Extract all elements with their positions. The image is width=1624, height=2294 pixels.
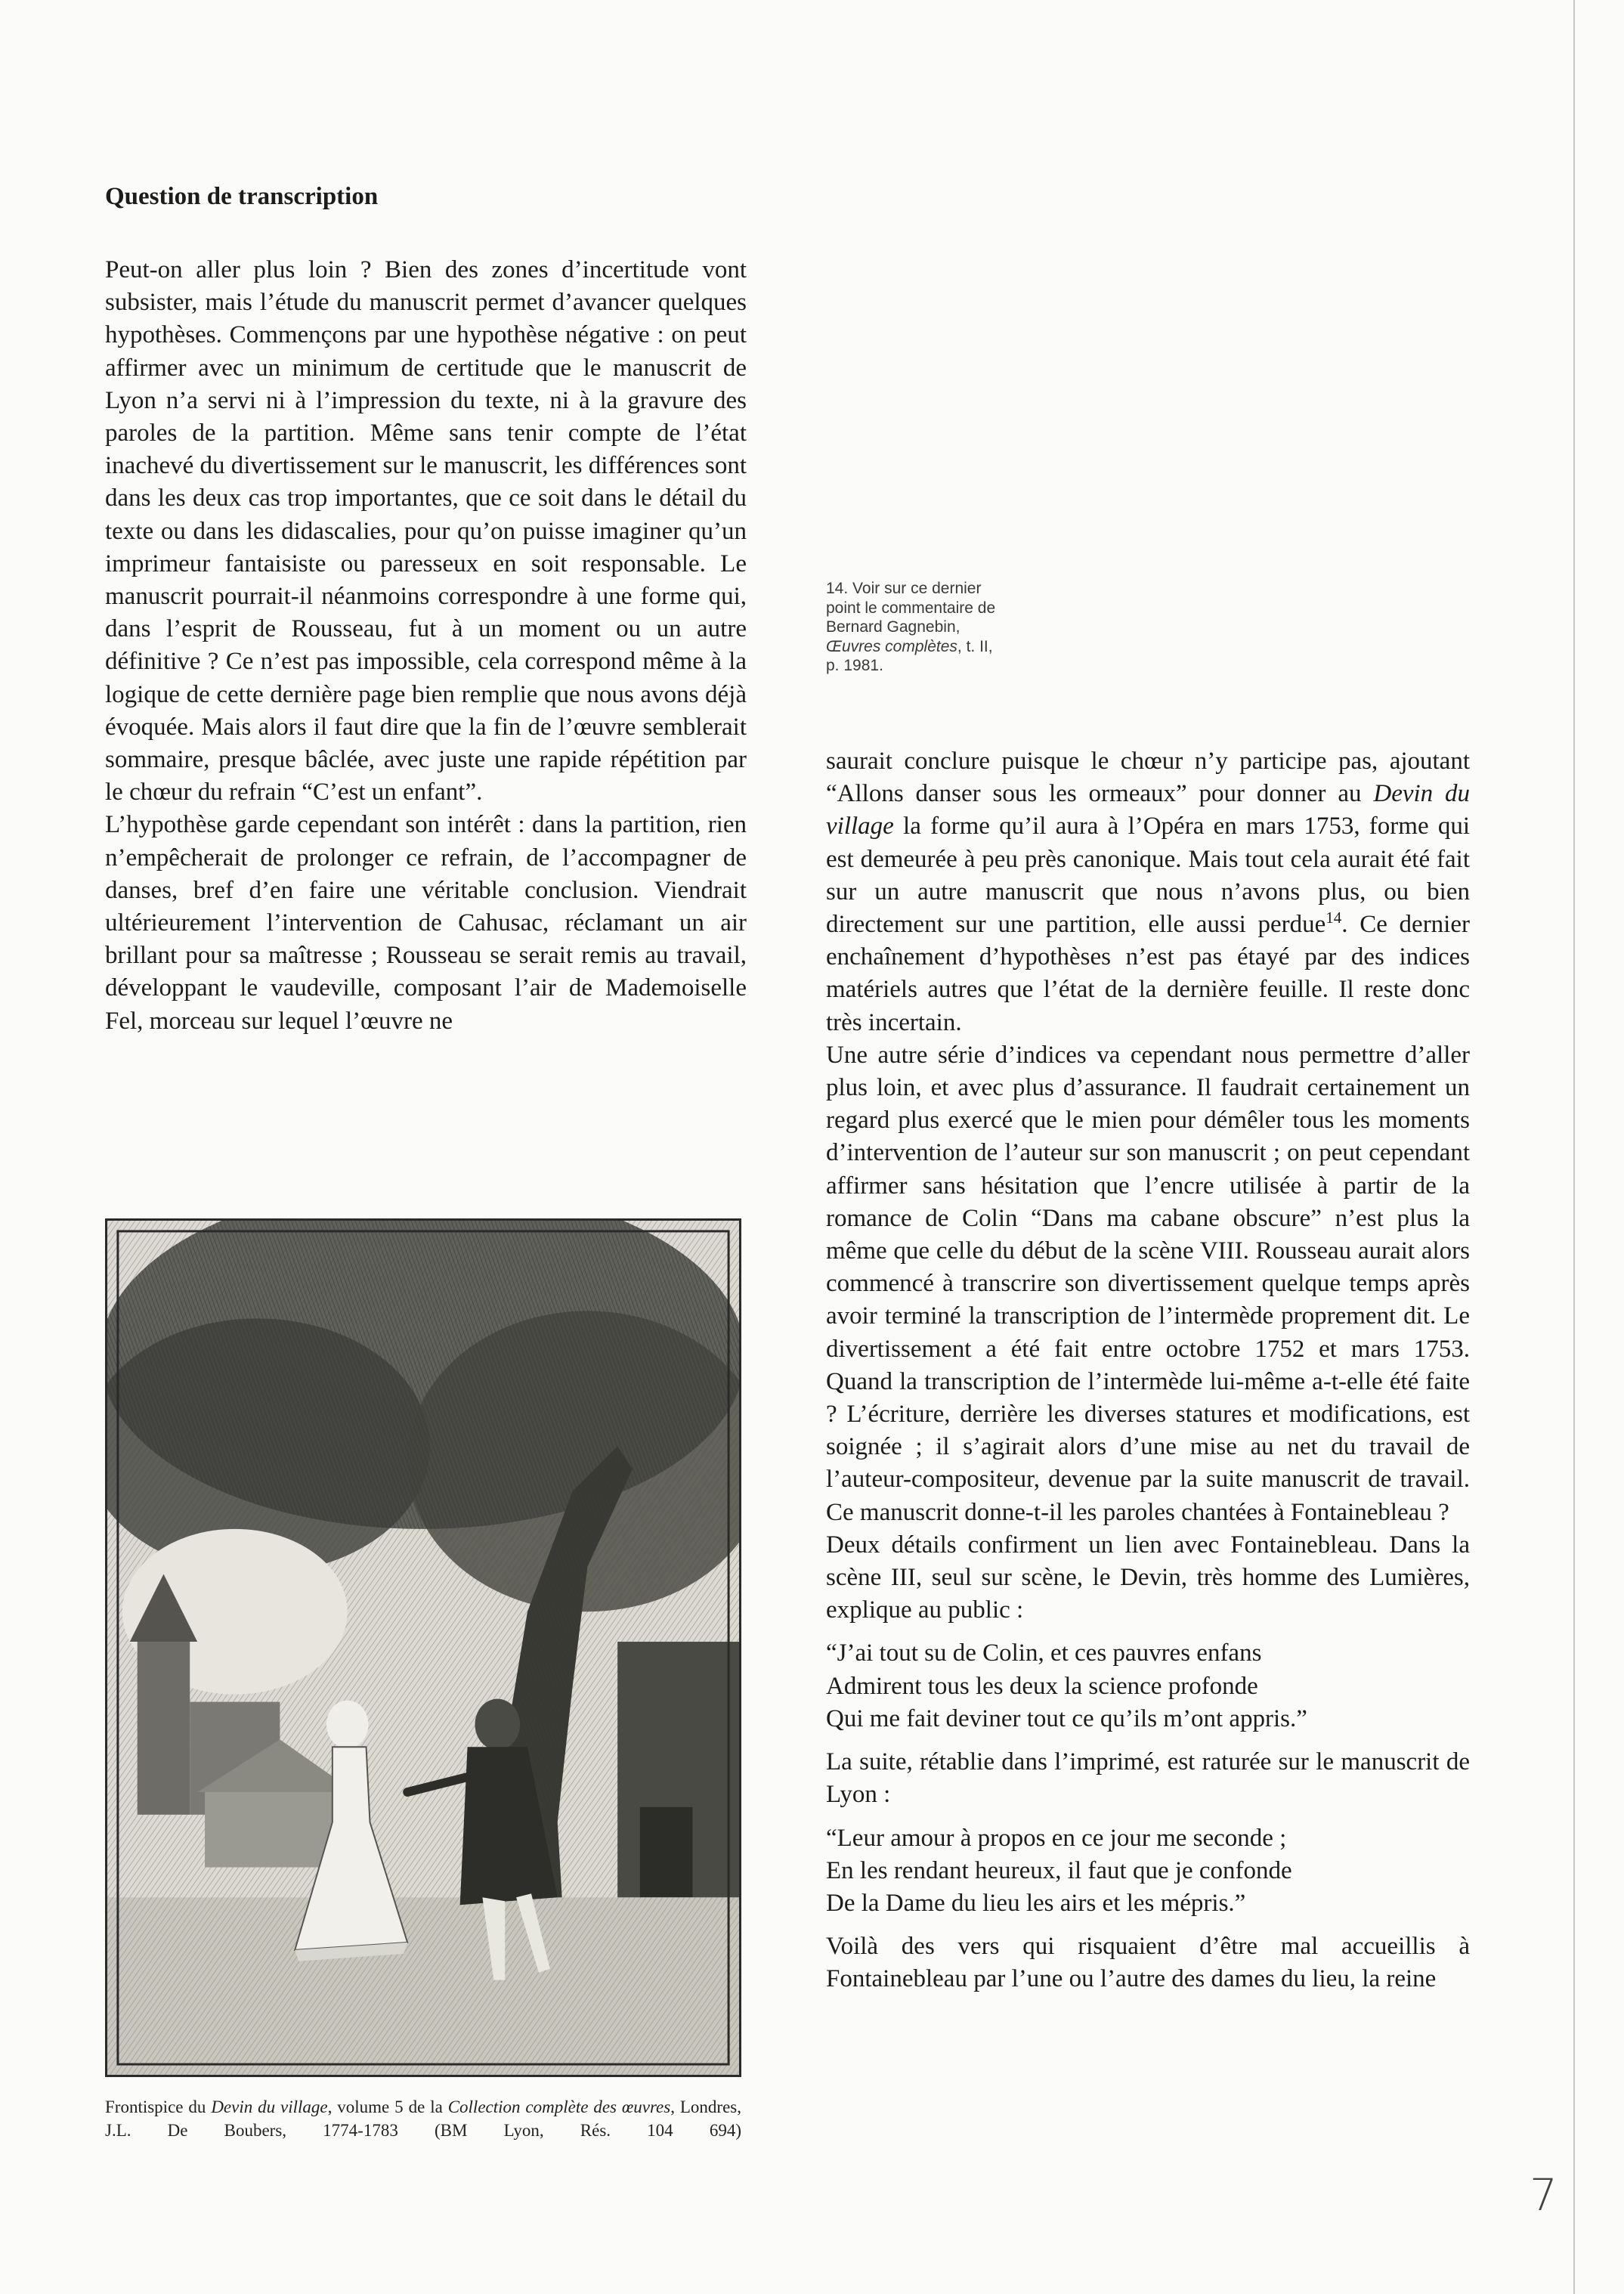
paragraph: L’hypothèse garde cependant son intérêt : dans la partition, rien n’empêcherait de prolonger ce refrain, de l’accompagner de danses, bref d’en faire une véritable conclusion. Viendrait ultérieurement l’intervention de Cahusac, réclamant un air brillant pour sa maîtresse ; Rousseau se serait remis au travail, développant le vaudeville, composant l’air de Mademoiselle Fel, morceau sur lequel l’œuvre ne bbox=[105, 811, 747, 1035]
page-number: 7 bbox=[1530, 2169, 1557, 2221]
verse-line: Admirent tous les deux la science profonde bbox=[826, 1672, 1258, 1700]
verse-line: “Leur amour à propos en ce jour me seconde ; bbox=[826, 1824, 1287, 1852]
work-title: Devin du village bbox=[826, 780, 1471, 841]
left-column bbox=[105, 254, 747, 1038]
footnote-title: Œuvres complètes bbox=[826, 637, 957, 655]
footnote-number: 14. bbox=[826, 580, 849, 597]
right-column bbox=[826, 745, 1470, 1996]
page-edge-line bbox=[1573, 0, 1575, 2294]
engraving-illustration bbox=[107, 1221, 739, 2075]
paragraph: Peut-on aller plus loin ? Bien des zones d’incertitude vont subsister, mais l’étude du manuscrit permet d’avancer quelques hypothèses. Commençons par une hypothèse négative : on peut affirmer avec un minimum de certitude que le manuscrit de Lyon n’a servi ni à l’impression du texte, ni à la gravure des paroles de la partition. Même sans tenir compte de l’état inachevé du divertissement sur le manuscrit, les différences sont dans les deux cas trop importantes, que ce soit dans le détail du texte ou dans les didascalies, pour qu’on puisse imaginer qu’un imprimeur fantaisiste ou paresseux en soit responsable. Le manuscrit pourrait-il néanmoins correspondre à une forme qui, dans l’esprit de Rousseau, fut à un moment ou un autre définitive ? Ce n’est pas impossible, cela correspond même à la logique de cette dernière page bien remplie que nous avons déjà évoquée. Mais alors il faut dire que la fin de l’œuvre semblerait sommaire, presque bâclée, avec juste une rapide répétition par le chœur du refrain “C’est un enfant”. bbox=[105, 256, 747, 806]
section-heading: Question de transcription bbox=[105, 183, 379, 210]
footnote-ref-14[interactable]: 14 bbox=[1325, 909, 1342, 927]
caption-title-1: Devin du village bbox=[211, 2097, 328, 2116]
paragraph: Deux détails confirment un lien avec Fontainebleau. Dans la scène III, seul sur scène, le Devin, très homme des Lumières, explique au public : bbox=[826, 1531, 1470, 1624]
paragraph: La suite, rétablie dans l’imprimé, est raturée sur le manuscrit de Lyon : bbox=[826, 1748, 1470, 1809]
caption-title-2: Collection complète des œuvres bbox=[447, 2097, 671, 2116]
paragraph: Voilà des vers qui risquaient d’être mal accueillis à Fontainebleau par l’une ou l’autre des dames du lieu, la reine bbox=[826, 1933, 1470, 1993]
verse-quote bbox=[826, 1637, 1470, 1735]
footnote-text-end: , t. II, p. 1981. bbox=[826, 637, 993, 674]
verse-line: En les rendant heureux, il faut que je confonde bbox=[826, 1856, 1292, 1884]
verse-quote bbox=[826, 1822, 1470, 1921]
frontispiece-engraving bbox=[105, 1218, 741, 2077]
verse-line: Qui me fait deviner tout ce qu’ils m’ont appris.” bbox=[826, 1704, 1307, 1732]
footnote-14 bbox=[826, 579, 1007, 676]
paragraph: Une autre série d’indices va cependant nous permettre d’aller plus loin, et avec plus d’assurance. Il faudrait certainement un regard plus exercé que le mien pour démêler tous les moments d’intervention de l’auteur sur son manuscrit ; on peut cependant affirmer sans hésitation que l’encre utilisée à partir de la romance de Colin “Dans ma cabane obscure” n’est plus la même que celle du début de la scène VIII. Rousseau aurait alors commencé à transcrire son divertissement quelque temps après avoir terminé la transcription de l’intermède proprement dit. Le divertissement a été fait entre octobre 1752 et mars 1753. Quand la transcription de l’intermède lui-même a-t-elle été faite ? L’écriture, derrière les diverses statures et modifications, est soignée ; il s’agirait alors d’une mise au net du travail de l’auteur-compositeur, devenue par la suite manuscrit de travail. Ce manuscrit donne-t-il les paroles chantées à Fontainebleau ? bbox=[826, 1041, 1470, 1526]
verse-line: “J’ai tout su de Colin, et ces pauvres enfans bbox=[826, 1639, 1262, 1667]
figure-caption: Frontispice du Devin du village, volume 5 de la Collection complète des œuvres, Londres, J.L. De Boubers, 1774-1783 (BM Lyon, Rés. 104 694) bbox=[105, 2097, 741, 2140]
footnote-text: Voir sur ce dernier point le commentaire de Bernard Gagnebin, bbox=[826, 580, 996, 636]
paragraph: saurait conclure puisque le chœur n’y participe pas, ajoutant “Allons danser sous les ormeaux” pour donner au Devin du village la forme qu’il aura à l’Opéra en mars 1753, forme qui est demeurée à peu près canonique. Mais tout cela aurait été fait sur un autre manuscrit que nous n’avons plus, ou bien directement sur une partition, elle aussi perdue$^{14}$. Ce dernier enchaînement d’hypothèses n’est pas étayé par des indices matériels autres que l’état de la dernière feuille. Il reste donc très incertain. bbox=[826, 748, 1471, 1036]
verse-line: De la Dame du lieu les airs et les mépris.” bbox=[826, 1889, 1246, 1917]
